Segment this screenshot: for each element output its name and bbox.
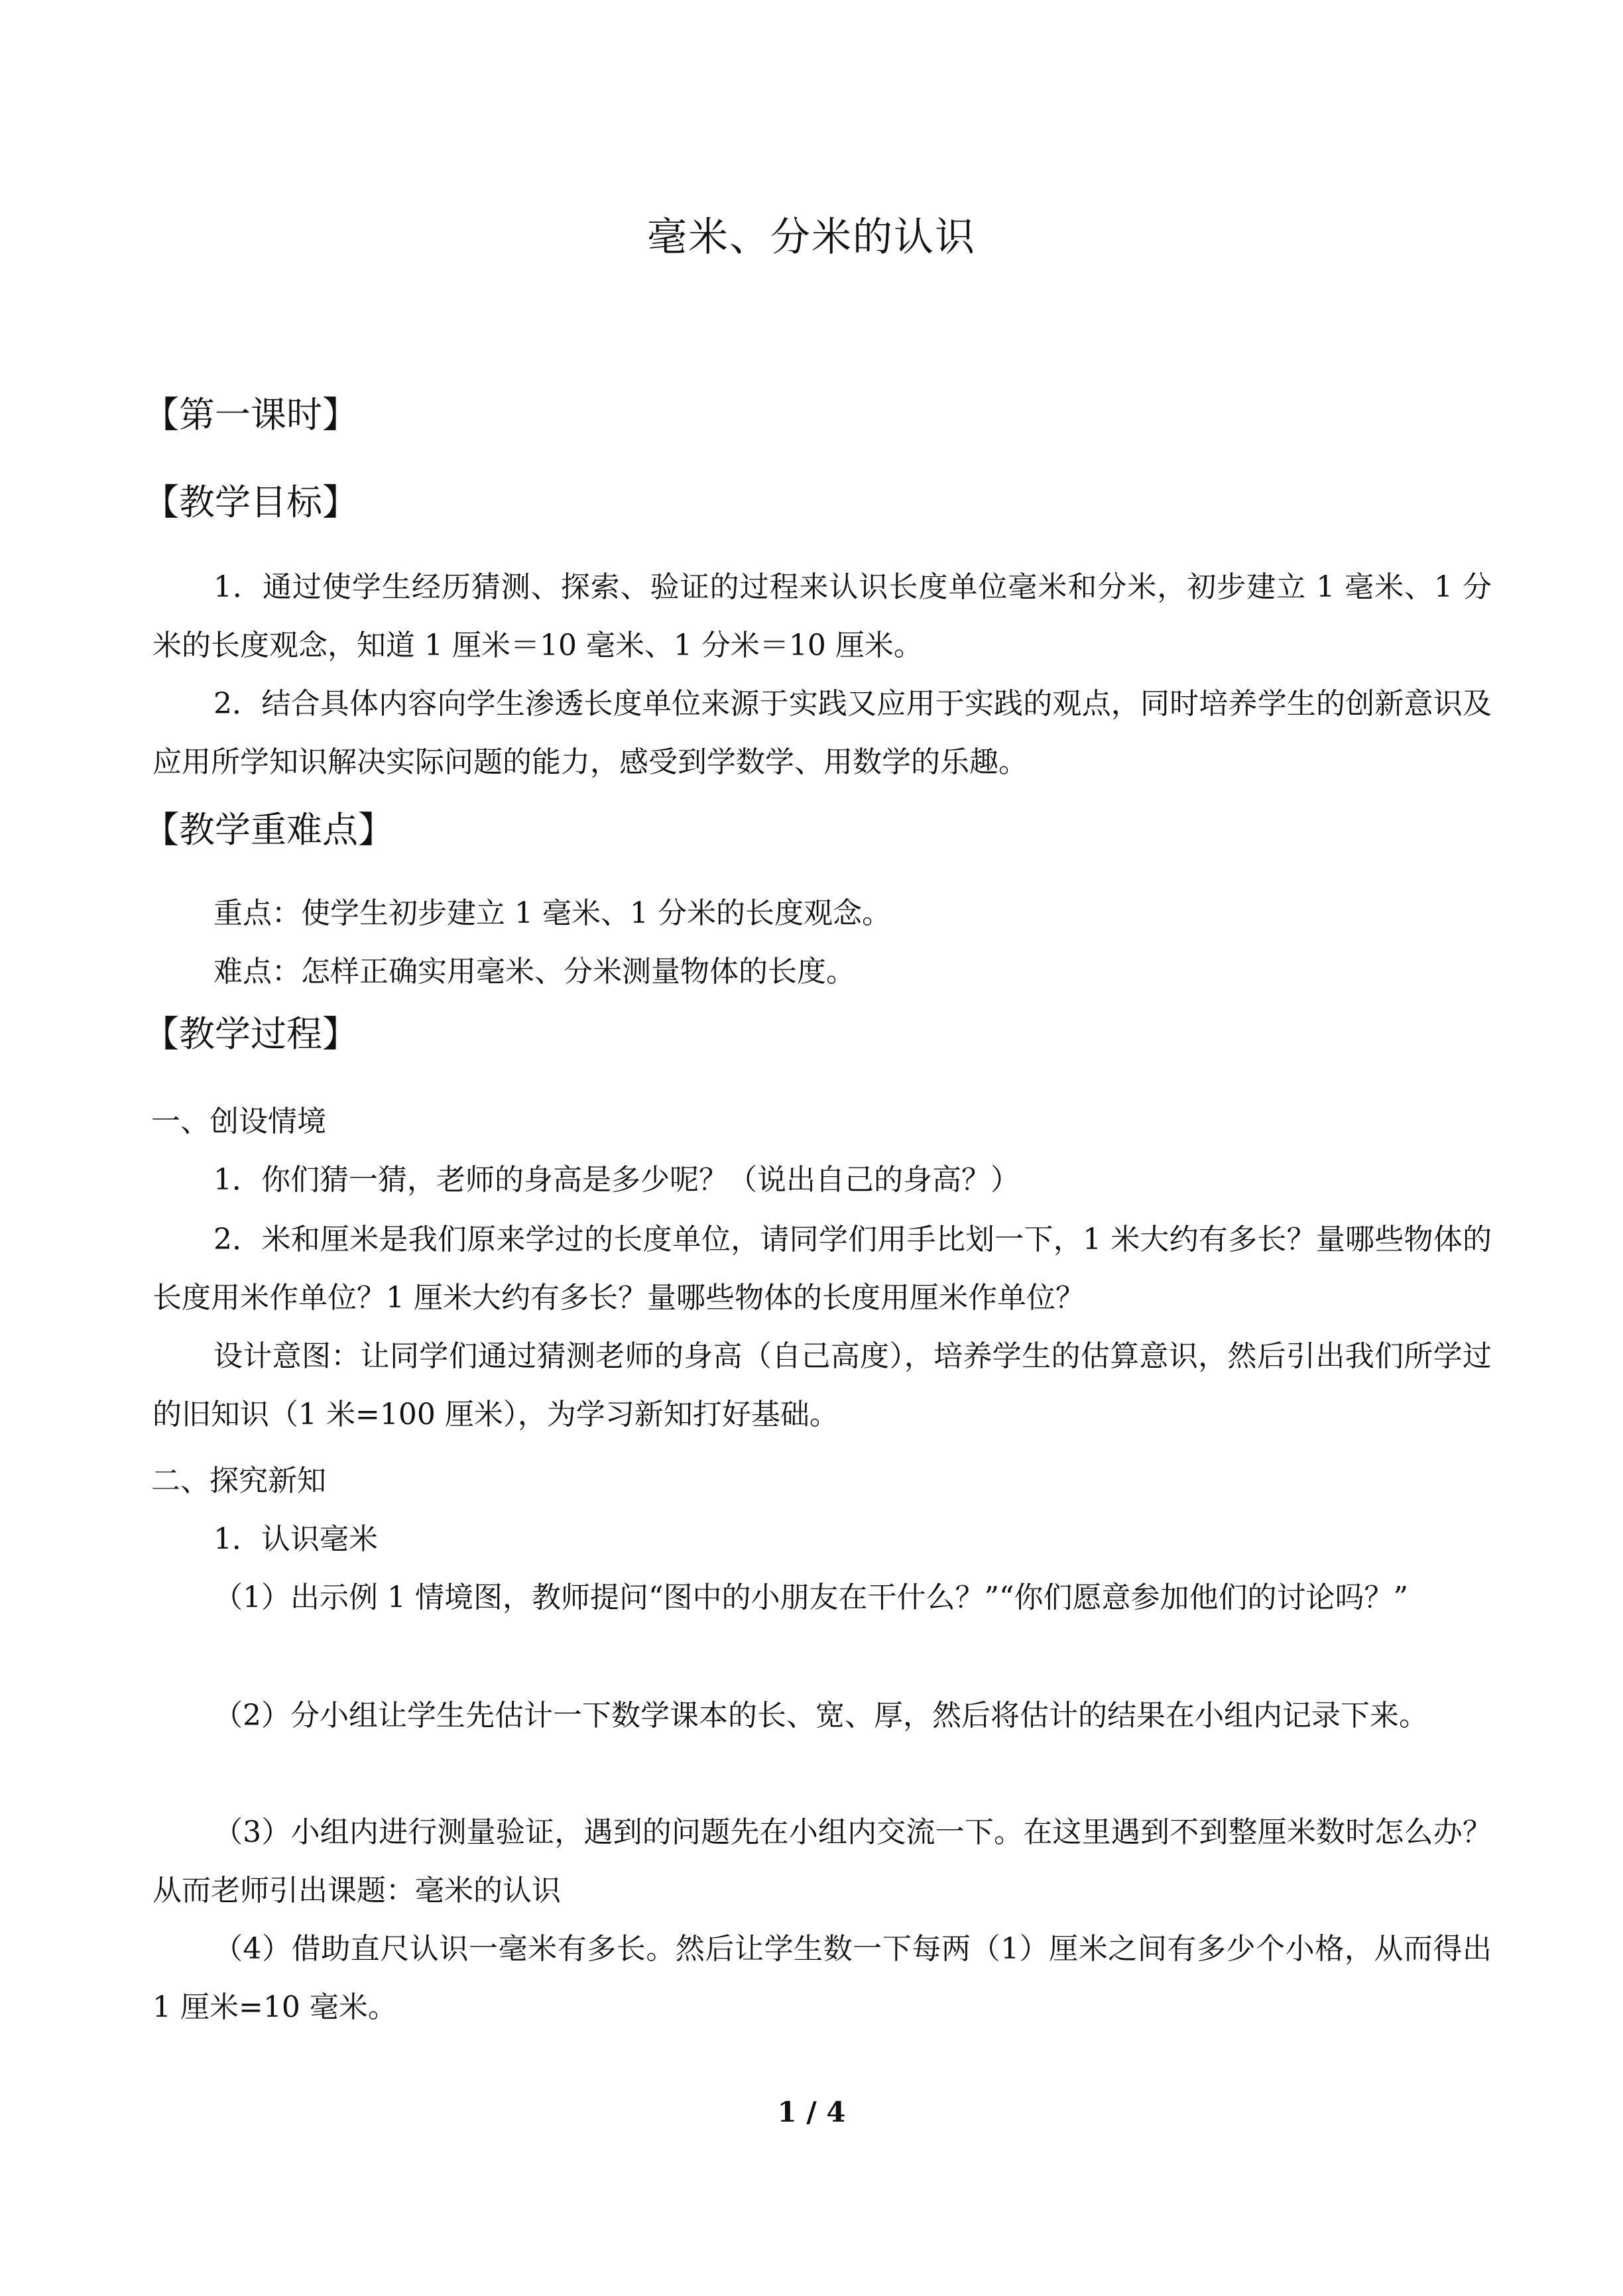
section-2-subtitle-1: 1．认识毫米 [213, 1522, 378, 1556]
heading-process: 【教学过程】 [143, 1013, 358, 1055]
heading-key-points: 【教学重难点】 [143, 809, 394, 851]
section-1-item-2: 2．米和厘米是我们原来学过的长度单位，请同学们用手比划一下，1 米大约有多长？量哪些物体的长度用米作单位？1 厘米大约有多长？量哪些物体的长度用厘米作单位？ [152, 1223, 1492, 1315]
heading-objectives: 【教学目标】 [143, 481, 358, 523]
objective-1: 1．通过使学生经历猜测、探索、验证的过程来认识长度单位毫米和分米，初步建立 1 毫米、1 分米的长度观念，知道 1 厘米＝10 毫米、1 分米＝10 厘米。 [152, 570, 1492, 662]
document-title: 毫米、分米的认识 [647, 214, 976, 261]
objective-2: 2．结合具体内容向学生渗透长度单位来源于实践又应用于实践的观点，同时培养学生的创新意识及应用所学知识解决实际问题的能力，感受到学数学、用数学的乐趣。 [152, 687, 1492, 779]
step-1: （1）出示例 1 情境图，教师提问“图中的小朋友在干什么？”“你们愿意参加他们的讨论吗？” [213, 1581, 1408, 1614]
section-1-item-1: 1．你们猜一猜，老师的身高是多少呢？（说出自己的身高？） [213, 1163, 1020, 1197]
section-1-design-intent: 设计意图：让同学们通过猜测老师的身高（自己高度），培养学生的估算意识，然后引出我们所学过的旧知识（1 米=100 厘米），为学习新知打好基础。 [152, 1339, 1492, 1431]
section-2-title: 二、探究新知 [151, 1464, 326, 1498]
step-3: （3）小组内进行测量验证，遇到的问题先在小组内交流一下。在这里遇到不到整厘米数时怎么办？从而老师引出课题：毫米的认识 [152, 1815, 1492, 1907]
key-point-difficulty: 难点：怎样正确实用毫米、分米测量物体的长度。 [213, 955, 855, 989]
key-point-focus: 重点：使学生初步建立 1 毫米、1 分米的长度观念。 [213, 896, 891, 930]
step-2: （2）分小组让学生先估计一下数学课本的长、宽、厚，然后将估计的结果在小组内记录下来。 [213, 1699, 1428, 1732]
page-number: 1 / 4 [777, 2096, 846, 2128]
heading-lesson: 【第一课时】 [143, 394, 358, 436]
section-1-title: 一、创设情境 [151, 1105, 326, 1138]
step-4: （4）借助直尺认识一毫米有多长。然后让学生数一下每两（1）厘米之间有多少个小格，从而得出 1 厘米=10 毫米。 [152, 1932, 1492, 2024]
